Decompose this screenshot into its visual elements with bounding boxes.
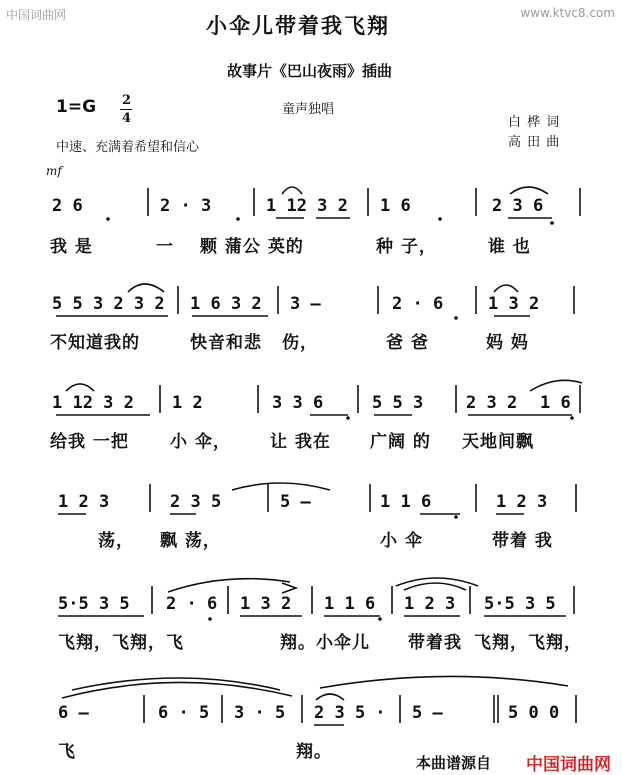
watermark-right: www.ktvc8.com: [520, 6, 615, 20]
tempo-marking: 中速、充满着希望和信心: [56, 140, 200, 155]
slur: [232, 483, 330, 490]
song-title: 小伞儿带着我飞翔: [206, 13, 390, 38]
lyric: 不知道我的: [50, 333, 140, 353]
measure: 5·5 3 5: [484, 594, 556, 614]
time-signature-top: 2: [122, 93, 132, 108]
measure: 2 3 2: [466, 393, 518, 413]
measure: 3 —: [290, 294, 321, 314]
lyricist-credit: 白 桦 词: [508, 115, 561, 130]
performance-type: 童声独唱: [282, 102, 335, 117]
measure: 2 3 5 ·: [314, 703, 386, 723]
measure: 3 · 5: [234, 703, 286, 723]
measure: 5 5 3: [372, 393, 424, 413]
lyric: 飘 荡，: [160, 531, 221, 551]
octave-dot: [236, 217, 240, 221]
slur: [494, 285, 518, 292]
measure: 6 —: [58, 703, 89, 723]
lyric: 带着 我: [492, 531, 553, 551]
measure: 6 · 5: [158, 703, 210, 723]
lyric: 给我 一把: [50, 432, 129, 452]
measure: 1 2 3: [58, 492, 110, 512]
lyric: 快音和悲: [190, 333, 262, 353]
slur: [404, 583, 466, 590]
slur: [66, 384, 94, 391]
octave-dot: [550, 221, 554, 225]
measure: 1 2 3: [496, 492, 548, 512]
octave-dot: [570, 416, 574, 420]
slur: [128, 284, 164, 292]
watermark-left: 中国词曲网: [6, 8, 67, 22]
lyric: 种 子，: [376, 237, 437, 257]
lyric: 荡，: [98, 531, 134, 551]
lyric: 伤，: [282, 333, 318, 353]
lyric: 颗 蒲公 英的: [200, 237, 304, 257]
measure: 1 2 3: [404, 594, 456, 614]
lyric: 带着我: [408, 633, 462, 653]
lyric: 妈 妈: [486, 333, 529, 353]
octave-dot: [378, 617, 382, 621]
measure: 1 1 6: [324, 594, 376, 614]
octave-dot: [208, 617, 212, 621]
lyric: 翔。: [296, 742, 332, 762]
measure: 1 6: [540, 393, 571, 413]
measure: 1 3 2: [240, 594, 292, 614]
octave-dot: [454, 316, 458, 320]
measure: 2 · 6: [392, 294, 444, 314]
measure: 2 6: [52, 196, 83, 216]
lyric: 爸 爸: [386, 333, 429, 353]
key-signature: 1=G: [56, 97, 97, 117]
measure: 2 · 6: [166, 594, 218, 614]
lyric: 小 伞: [380, 531, 423, 551]
measure: 1 6 3 2: [190, 294, 262, 314]
measure: 3 3 6: [272, 393, 324, 413]
slur: [396, 578, 478, 586]
time-signature-bottom: 4: [122, 111, 132, 126]
lyric: 一: [156, 237, 174, 257]
slur: [316, 694, 344, 700]
measure: 1 6: [380, 196, 411, 216]
slur: [168, 579, 290, 592]
octave-dot: [106, 217, 110, 221]
lyric: 天地间飘: [462, 432, 534, 452]
slur: [530, 380, 582, 391]
slur: [510, 187, 548, 194]
lyric: 小 伞，: [170, 432, 231, 452]
measure: 5 0 0: [508, 703, 560, 723]
lyric: 广阔 的: [370, 432, 431, 452]
octave-dot: [438, 217, 442, 221]
measure: 2 3 6: [492, 196, 544, 216]
measure: 1 12 3 2: [266, 196, 348, 216]
measure: 1 1 6: [380, 492, 432, 512]
measure: 1 3 2: [488, 294, 540, 314]
lyric: 让 我在: [270, 432, 331, 452]
octave-dot: [454, 515, 458, 519]
measure: 1 2: [172, 393, 203, 413]
accent: [282, 583, 296, 593]
measure: 2 · 3: [160, 196, 212, 216]
lyric: 我 是: [50, 237, 93, 257]
lyric: 飞翔，飞翔，飞: [58, 633, 184, 653]
footer-source: 本曲谱源自: [416, 754, 492, 772]
lyric: 飞翔，飞翔，: [474, 633, 582, 653]
measure: 5·5 3 5: [58, 594, 130, 614]
octave-dot: [346, 416, 350, 420]
measure: 1 12 3 2: [52, 393, 134, 413]
lyric: 飞: [58, 742, 76, 762]
measure: 2 3 5: [170, 492, 222, 512]
dynamic-marking: mf: [46, 164, 62, 178]
slur: [320, 676, 568, 688]
lyric: 谁 也: [488, 237, 531, 257]
lyric: 翔。小伞儿: [280, 633, 370, 653]
song-subtitle: 故事片《巴山夜雨》插曲: [227, 62, 393, 80]
measure: 5 —: [280, 492, 311, 512]
measure: 5 —: [412, 703, 443, 723]
slur: [282, 187, 302, 194]
measure: 5 5 3 2 3 2: [52, 294, 165, 314]
footer-site[interactable]: 中国词曲网: [526, 755, 611, 775]
composer-credit: 高 田 曲: [508, 135, 561, 150]
